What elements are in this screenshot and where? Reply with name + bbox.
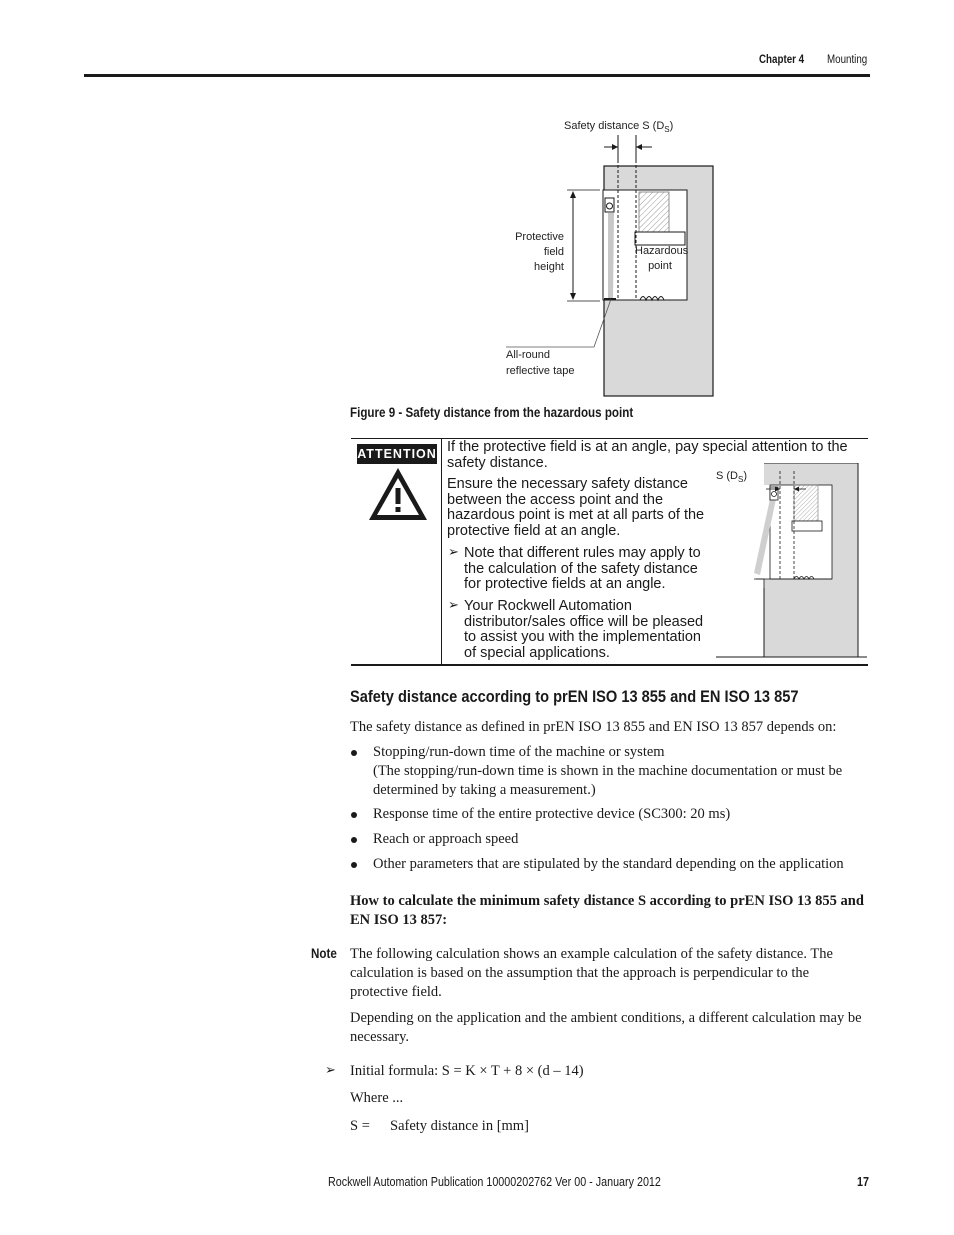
definition-term: S =: [350, 1118, 370, 1134]
attention-bottom-rule: [351, 664, 868, 666]
bullet-icon: [351, 837, 357, 843]
page-number: 17: [857, 1175, 869, 1189]
label-hazardous-point: Hazardous point: [635, 245, 689, 272]
note-paragraph: The following calculation shows an example calculation of the safety distance. The calculation is based on the assumption that the approach is perpendicular to the protective field.: [350, 946, 833, 1000]
figure-safety-distance: [480, 110, 740, 405]
arrow-bullet-icon: ➢: [325, 1063, 336, 1078]
label-angled-safety-distance: S $(D_S)$: [716, 470, 748, 485]
header-section: Mounting: [827, 54, 868, 66]
header-rule: [84, 74, 870, 77]
section-intro: The safety distance as defined in prEN ISO 13 855 and EN ISO 13 857 depends on:: [350, 719, 837, 735]
label-safety-distance: Safety distance S $(D_S)$: [564, 120, 674, 135]
list-item: Other parameters that are stipulated by the standard depending on the application: [373, 856, 844, 872]
label-field-height: Protective field height: [515, 231, 564, 273]
definition-description: Safety distance in [mm]: [390, 1118, 529, 1134]
where-text: Where ...: [350, 1090, 404, 1106]
section-heading: Safety distance according to prEN ISO 13 855 and EN ISO 13 857: [350, 687, 799, 706]
attention-item-1: Note that different rules may apply to the calculation of the safety distance for protective fields at an angle.: [464, 545, 701, 593]
initial-formula: Initial formula: S = K × T + 8 × (d – 14): [350, 1063, 584, 1079]
footer-publication: Rockwell Automation Publication 10000202762 Ver 00 - January 2012: [328, 1175, 661, 1189]
list-item: Reach or approach speed: [373, 831, 519, 847]
angled-field-figure: [712, 463, 872, 660]
note-paragraph-2: Depending on the application and the ambient conditions, a different calculation may be necessary.: [350, 1010, 862, 1045]
attention-item-2: Your Rockwell Automation distributor/sales office will be pleased to assist you with the implementation of special applications.: [464, 598, 704, 662]
attention-paragraph-1: If the protective field is at an angle, pay special attention to the safety distance.: [447, 439, 848, 471]
list-item: Response time of the entire protective device (SC300: 20 ms): [373, 806, 731, 822]
calculation-subheading: How to calculate the minimum safety distance S according to prEN ISO 13 855 and EN ISO 13 857:: [350, 893, 864, 928]
warning-triangle-icon: [367, 466, 429, 522]
bullet-icon: [351, 812, 357, 818]
bullet-icon: [351, 862, 357, 868]
figure-caption: Figure 9 - Safety distance from the hazardous point: [350, 405, 634, 420]
arrow-bullet-icon: ➢: [448, 545, 459, 560]
note-label: Note: [311, 946, 337, 961]
arrow-bullet-icon: ➢: [448, 598, 459, 613]
attention-divider: [441, 438, 442, 666]
header-chapter: Chapter 4: [759, 54, 805, 66]
attention-paragraph-2: Ensure the necessary safety distance between the access point and the hazardous point is met at all parts of the protective field at an angle.: [447, 476, 705, 540]
angled-field-diagram: [712, 463, 872, 660]
attention-badge: ATTENTION: [357, 444, 437, 464]
list-item: Stopping/run-down time of the machine or system (The stopping/run-down time is shown in the machine documentation or must be determined by taking a measurement.): [373, 744, 843, 798]
bullet-icon: [351, 750, 357, 756]
label-reflective-tape: All-round reflective tape: [506, 349, 575, 377]
